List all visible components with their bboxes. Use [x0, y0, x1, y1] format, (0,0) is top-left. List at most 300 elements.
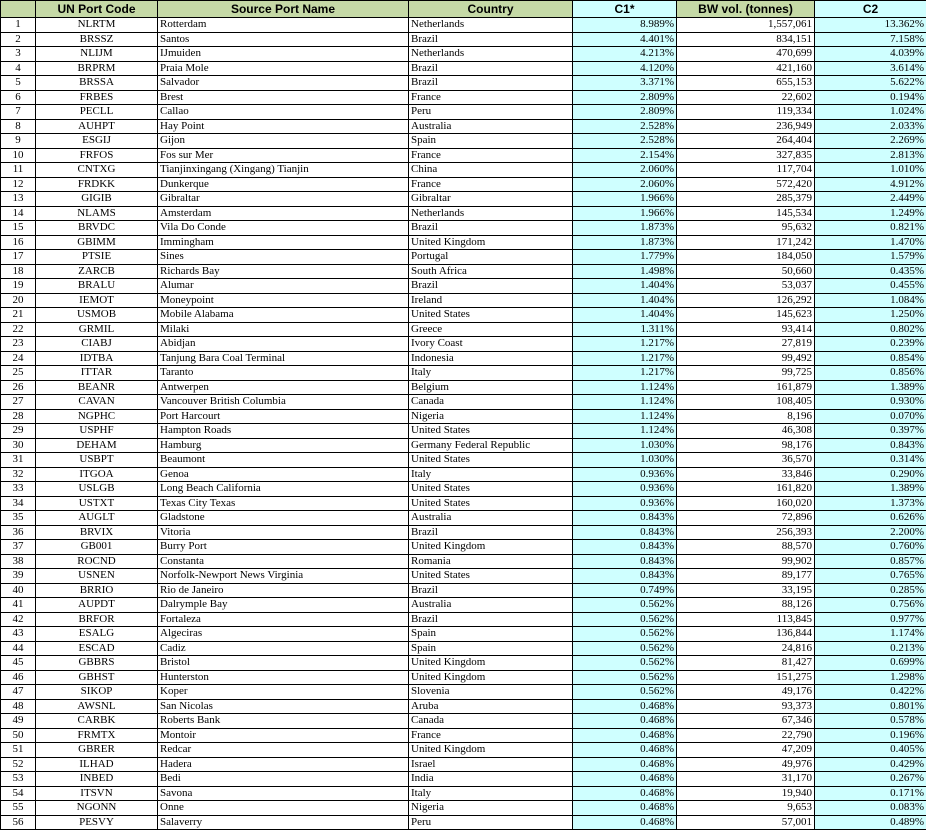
country-cell: Italy	[409, 786, 573, 801]
bw-volume-cell: 22,790	[677, 728, 815, 743]
un-port-code-cell: ZARCB	[36, 264, 158, 279]
un-port-code-cell: USPHF	[36, 424, 158, 439]
un-port-code-cell: GBHST	[36, 670, 158, 685]
table-row	[1, 206, 926, 221]
bw-volume-cell: 88,126	[677, 598, 815, 613]
bw-volume-cell: 57,001	[677, 815, 815, 830]
country-cell: France	[409, 728, 573, 743]
c2-cell: 1.174%	[815, 627, 926, 642]
c1-cell: 0.936%	[573, 496, 677, 511]
table-row	[1, 250, 926, 265]
bw-volume-cell: 36,570	[677, 453, 815, 468]
c1-cell: 1.873%	[573, 235, 677, 250]
country-cell: United States	[409, 482, 573, 497]
rank-cell: 54	[1, 786, 36, 801]
country-cell: Brazil	[409, 612, 573, 627]
table-row	[1, 641, 926, 656]
country-cell: Romania	[409, 554, 573, 569]
c1-cell: 0.468%	[573, 743, 677, 758]
rank-cell: 43	[1, 627, 36, 642]
c1-cell: 0.843%	[573, 525, 677, 540]
c1-cell: 1.404%	[573, 293, 677, 308]
table-row	[1, 18, 926, 33]
un-port-code-cell: ESCAD	[36, 641, 158, 656]
un-port-code-cell: BRSSZ	[36, 32, 158, 47]
bw-volume-cell: 67,346	[677, 714, 815, 729]
un-port-code-cell: SIKOP	[36, 685, 158, 700]
source-port-name-cell: Abidjan	[158, 337, 409, 352]
source-port-name-cell: Alumar	[158, 279, 409, 294]
rank-cell: 20	[1, 293, 36, 308]
rank-cell: 47	[1, 685, 36, 700]
un-port-code-cell: CAVAN	[36, 395, 158, 410]
c1-cell: 1.124%	[573, 409, 677, 424]
rank-cell: 19	[1, 279, 36, 294]
source-port-name-cell: Rotterdam	[158, 18, 409, 33]
table-row	[1, 293, 926, 308]
un-port-code-cell: CARBK	[36, 714, 158, 729]
rank-cell: 16	[1, 235, 36, 250]
table-row	[1, 163, 926, 178]
table-row	[1, 119, 926, 134]
bw-volume-cell: 113,845	[677, 612, 815, 627]
source-port-name-cell: Dalrymple Bay	[158, 598, 409, 613]
un-port-code-cell: BEANR	[36, 380, 158, 395]
country-cell: Canada	[409, 714, 573, 729]
bw-volume-cell: 24,816	[677, 641, 815, 656]
c1-cell: 4.120%	[573, 61, 677, 76]
source-port-name-cell: Cadiz	[158, 641, 409, 656]
bw-volume-cell: 151,275	[677, 670, 815, 685]
bw-volume-cell: 126,292	[677, 293, 815, 308]
c2-cell: 4.912%	[815, 177, 926, 192]
table-row	[1, 134, 926, 149]
rank-cell: 51	[1, 743, 36, 758]
rank-cell: 22	[1, 322, 36, 337]
un-port-code-cell: USNEN	[36, 569, 158, 584]
c2-cell: 1.084%	[815, 293, 926, 308]
c2-cell: 0.070%	[815, 409, 926, 424]
country-cell: Gibraltar	[409, 192, 573, 207]
rank-cell: 34	[1, 496, 36, 511]
country-cell: Canada	[409, 395, 573, 410]
table-row	[1, 511, 926, 526]
c2-cell: 0.857%	[815, 554, 926, 569]
table-row	[1, 569, 926, 584]
table-row	[1, 192, 926, 207]
c1-cell: 2.060%	[573, 177, 677, 192]
country-cell: China	[409, 163, 573, 178]
header-c1: C1*	[573, 1, 677, 18]
un-port-code-cell: GBIMM	[36, 235, 158, 250]
c2-cell: 0.930%	[815, 395, 926, 410]
bw-volume-cell: 50,660	[677, 264, 815, 279]
table-row	[1, 105, 926, 120]
c1-cell: 3.371%	[573, 76, 677, 91]
c2-cell: 0.977%	[815, 612, 926, 627]
table-row	[1, 380, 926, 395]
c2-cell: 0.699%	[815, 656, 926, 671]
table-row	[1, 583, 926, 598]
country-cell: United States	[409, 308, 573, 323]
source-port-name-cell: Immingham	[158, 235, 409, 250]
country-cell: Peru	[409, 105, 573, 120]
un-port-code-cell: BRVIX	[36, 525, 158, 540]
c1-cell: 0.468%	[573, 786, 677, 801]
country-cell: Israel	[409, 757, 573, 772]
country-cell: Brazil	[409, 525, 573, 540]
bw-volume-cell: 99,492	[677, 351, 815, 366]
table-row	[1, 670, 926, 685]
rank-cell: 26	[1, 380, 36, 395]
rank-cell: 24	[1, 351, 36, 366]
un-port-code-cell: ITTAR	[36, 366, 158, 381]
c1-cell: 1.217%	[573, 351, 677, 366]
source-port-name-cell: Norfolk-Newport News Virginia	[158, 569, 409, 584]
header-un-port-code: UN Port Code	[36, 1, 158, 18]
rank-cell: 7	[1, 105, 36, 120]
source-port-name-cell: Tanjung Bara Coal Terminal	[158, 351, 409, 366]
source-port-name-cell: Taranto	[158, 366, 409, 381]
rank-cell: 52	[1, 757, 36, 772]
bw-volume-cell: 99,725	[677, 366, 815, 381]
country-cell: United Kingdom	[409, 540, 573, 555]
c1-cell: 1.404%	[573, 308, 677, 323]
country-cell: France	[409, 90, 573, 105]
source-port-name-cell: Savona	[158, 786, 409, 801]
c1-cell: 1.030%	[573, 438, 677, 453]
c1-cell: 2.809%	[573, 105, 677, 120]
rank-cell: 2	[1, 32, 36, 47]
country-cell: Netherlands	[409, 18, 573, 33]
country-cell: Indonesia	[409, 351, 573, 366]
country-cell: Brazil	[409, 221, 573, 236]
bw-volume-cell: 47,209	[677, 743, 815, 758]
bw-volume-cell: 31,170	[677, 772, 815, 787]
country-cell: India	[409, 772, 573, 787]
bw-volume-cell: 136,844	[677, 627, 815, 642]
bw-volume-cell: 834,151	[677, 32, 815, 47]
table-row	[1, 815, 926, 830]
country-cell: Ivory Coast	[409, 337, 573, 352]
c1-cell: 0.936%	[573, 467, 677, 482]
bw-volume-cell: 256,393	[677, 525, 815, 540]
table-row	[1, 714, 926, 729]
rank-cell: 13	[1, 192, 36, 207]
rank-cell: 6	[1, 90, 36, 105]
rank-cell: 31	[1, 453, 36, 468]
c2-cell: 0.489%	[815, 815, 926, 830]
bw-volume-cell: 1,557,061	[677, 18, 815, 33]
rank-cell: 48	[1, 699, 36, 714]
rank-cell: 27	[1, 395, 36, 410]
c2-cell: 2.813%	[815, 148, 926, 163]
table-row	[1, 453, 926, 468]
country-cell: Brazil	[409, 76, 573, 91]
source-port-name-cell: Montoir	[158, 728, 409, 743]
source-port-name-cell: Sines	[158, 250, 409, 265]
bw-volume-cell: 117,704	[677, 163, 815, 178]
c2-cell: 1.579%	[815, 250, 926, 265]
rank-cell: 50	[1, 728, 36, 743]
table-row	[1, 496, 926, 511]
country-cell: United States	[409, 424, 573, 439]
source-port-name-cell: Milaki	[158, 322, 409, 337]
c1-cell: 2.154%	[573, 148, 677, 163]
c2-cell: 0.802%	[815, 322, 926, 337]
bw-volume-cell: 236,949	[677, 119, 815, 134]
table-row	[1, 308, 926, 323]
table-row	[1, 598, 926, 613]
rank-cell: 18	[1, 264, 36, 279]
un-port-code-cell: BRPRM	[36, 61, 158, 76]
country-cell: Belgium	[409, 380, 573, 395]
c2-cell: 0.578%	[815, 714, 926, 729]
bw-volume-cell: 33,195	[677, 583, 815, 598]
bw-volume-cell: 327,835	[677, 148, 815, 163]
country-cell: Netherlands	[409, 47, 573, 62]
un-port-code-cell: USMOB	[36, 308, 158, 323]
un-port-code-cell: GBRER	[36, 743, 158, 758]
bw-volume-cell: 98,176	[677, 438, 815, 453]
un-port-code-cell: BRFOR	[36, 612, 158, 627]
table-row	[1, 279, 926, 294]
c2-cell: 0.239%	[815, 337, 926, 352]
c2-cell: 0.435%	[815, 264, 926, 279]
table-row	[1, 540, 926, 555]
rank-cell: 38	[1, 554, 36, 569]
source-port-name-cell: Santos	[158, 32, 409, 47]
un-port-code-cell: NLIJM	[36, 47, 158, 62]
source-port-name-cell: Hunterston	[158, 670, 409, 685]
rank-cell: 15	[1, 221, 36, 236]
country-cell: Slovenia	[409, 685, 573, 700]
table-row	[1, 322, 926, 337]
table-row	[1, 757, 926, 772]
un-port-code-cell: GRMIL	[36, 322, 158, 337]
source-port-name-cell: Redcar	[158, 743, 409, 758]
c1-cell: 1.217%	[573, 337, 677, 352]
un-port-code-cell: ROCND	[36, 554, 158, 569]
table-row	[1, 627, 926, 642]
country-cell: Brazil	[409, 61, 573, 76]
source-port-name-cell: Praia Mole	[158, 61, 409, 76]
source-port-name-cell: Mobile Alabama	[158, 308, 409, 323]
table-row	[1, 554, 926, 569]
country-cell: Australia	[409, 598, 573, 613]
bw-volume-cell: 108,405	[677, 395, 815, 410]
rank-cell: 4	[1, 61, 36, 76]
c1-cell: 1.030%	[573, 453, 677, 468]
table-row	[1, 337, 926, 352]
country-cell: Brazil	[409, 279, 573, 294]
source-port-name-cell: Moneypoint	[158, 293, 409, 308]
country-cell: Spain	[409, 641, 573, 656]
source-port-name-cell: Salvador	[158, 76, 409, 91]
rank-cell: 17	[1, 250, 36, 265]
c2-cell: 0.397%	[815, 424, 926, 439]
country-cell: Italy	[409, 467, 573, 482]
un-port-code-cell: AUHPT	[36, 119, 158, 134]
country-cell: Brazil	[409, 32, 573, 47]
country-cell: Peru	[409, 815, 573, 830]
c2-cell: 0.856%	[815, 366, 926, 381]
c2-cell: 4.039%	[815, 47, 926, 62]
rank-cell: 36	[1, 525, 36, 540]
un-port-code-cell: IDTBA	[36, 351, 158, 366]
un-port-code-cell: INBED	[36, 772, 158, 787]
rank-cell: 41	[1, 598, 36, 613]
un-port-code-cell: NGPHC	[36, 409, 158, 424]
c2-cell: 0.285%	[815, 583, 926, 598]
table-row	[1, 525, 926, 540]
rank-cell: 25	[1, 366, 36, 381]
c1-cell: 4.401%	[573, 32, 677, 47]
c2-cell: 0.405%	[815, 743, 926, 758]
header-source-port-name: Source Port Name	[158, 1, 409, 18]
c1-cell: 1.124%	[573, 380, 677, 395]
c2-cell: 0.854%	[815, 351, 926, 366]
c1-cell: 0.562%	[573, 641, 677, 656]
c1-cell: 1.311%	[573, 322, 677, 337]
un-port-code-cell: ILHAD	[36, 757, 158, 772]
c1-cell: 1.966%	[573, 192, 677, 207]
country-cell: United Kingdom	[409, 656, 573, 671]
bw-volume-cell: 145,623	[677, 308, 815, 323]
source-port-name-cell: Burry Port	[158, 540, 409, 555]
un-port-code-cell: DEHAM	[36, 438, 158, 453]
table-row	[1, 264, 926, 279]
un-port-code-cell: NGONN	[36, 801, 158, 816]
country-cell: Greece	[409, 322, 573, 337]
source-port-name-cell: Texas City Texas	[158, 496, 409, 511]
rank-cell: 30	[1, 438, 36, 453]
source-port-name-cell: Fortaleza	[158, 612, 409, 627]
rank-cell: 11	[1, 163, 36, 178]
un-port-code-cell: ITSVN	[36, 786, 158, 801]
source-port-name-cell: IJmuiden	[158, 47, 409, 62]
c2-cell: 0.429%	[815, 757, 926, 772]
bw-volume-cell: 285,379	[677, 192, 815, 207]
source-port-name-cell: Amsterdam	[158, 206, 409, 221]
c1-cell: 1.873%	[573, 221, 677, 236]
rank-cell: 44	[1, 641, 36, 656]
c1-cell: 0.468%	[573, 728, 677, 743]
bw-volume-cell: 470,699	[677, 47, 815, 62]
un-port-code-cell: CIABJ	[36, 337, 158, 352]
rank-cell: 12	[1, 177, 36, 192]
c2-cell: 0.760%	[815, 540, 926, 555]
table-row	[1, 656, 926, 671]
bw-volume-cell: 572,420	[677, 177, 815, 192]
bw-volume-cell: 145,534	[677, 206, 815, 221]
c2-cell: 2.200%	[815, 525, 926, 540]
country-cell: Nigeria	[409, 801, 573, 816]
rank-cell: 35	[1, 511, 36, 526]
c2-cell: 5.622%	[815, 76, 926, 91]
un-port-code-cell: BRVDC	[36, 221, 158, 236]
country-cell: Spain	[409, 134, 573, 149]
rank-cell: 10	[1, 148, 36, 163]
table-row	[1, 148, 926, 163]
country-cell: United Kingdom	[409, 670, 573, 685]
source-port-name-cell: Genoa	[158, 467, 409, 482]
rank-cell: 40	[1, 583, 36, 598]
bw-volume-cell: 95,632	[677, 221, 815, 236]
c1-cell: 0.562%	[573, 670, 677, 685]
country-cell: Spain	[409, 627, 573, 642]
bw-volume-cell: 421,160	[677, 61, 815, 76]
rank-cell: 33	[1, 482, 36, 497]
source-port-name-cell: Vitoria	[158, 525, 409, 540]
source-port-name-cell: Beaumont	[158, 453, 409, 468]
c2-cell: 7.158%	[815, 32, 926, 47]
c1-cell: 2.809%	[573, 90, 677, 105]
table-row	[1, 61, 926, 76]
rank-cell: 46	[1, 670, 36, 685]
country-cell: United Kingdom	[409, 743, 573, 758]
c2-cell: 1.010%	[815, 163, 926, 178]
un-port-code-cell: NLRTM	[36, 18, 158, 33]
un-port-code-cell: FRFOS	[36, 148, 158, 163]
bw-volume-cell: 8,196	[677, 409, 815, 424]
bw-volume-cell: 88,570	[677, 540, 815, 555]
c1-cell: 0.843%	[573, 511, 677, 526]
c2-cell: 1.470%	[815, 235, 926, 250]
rank-cell: 55	[1, 801, 36, 816]
c1-cell: 0.562%	[573, 612, 677, 627]
bw-volume-cell: 161,879	[677, 380, 815, 395]
bw-volume-cell: 19,940	[677, 786, 815, 801]
un-port-code-cell: CNTXG	[36, 163, 158, 178]
table-row	[1, 424, 926, 439]
table-row	[1, 395, 926, 410]
table-row	[1, 699, 926, 714]
rank-cell: 39	[1, 569, 36, 584]
c2-cell: 2.269%	[815, 134, 926, 149]
c2-cell: 0.083%	[815, 801, 926, 816]
source-port-name-cell: Callao	[158, 105, 409, 120]
c2-cell: 0.196%	[815, 728, 926, 743]
c1-cell: 1.498%	[573, 264, 677, 279]
c2-cell: 0.194%	[815, 90, 926, 105]
rank-cell: 42	[1, 612, 36, 627]
un-port-code-cell: GIGIB	[36, 192, 158, 207]
c1-cell: 0.468%	[573, 714, 677, 729]
bw-volume-cell: 46,308	[677, 424, 815, 439]
source-port-name-cell: Bedi	[158, 772, 409, 787]
c1-cell: 1.966%	[573, 206, 677, 221]
table-row	[1, 221, 926, 236]
c2-cell: 0.843%	[815, 438, 926, 453]
bw-volume-cell: 33,846	[677, 467, 815, 482]
un-port-code-cell: PECLL	[36, 105, 158, 120]
c1-cell: 1.779%	[573, 250, 677, 265]
source-port-name-cell: Vancouver British Columbia	[158, 395, 409, 410]
c1-cell: 2.528%	[573, 134, 677, 149]
table-row	[1, 235, 926, 250]
c2-cell: 13.362%	[815, 18, 926, 33]
c2-cell: 0.267%	[815, 772, 926, 787]
un-port-code-cell: AUPDT	[36, 598, 158, 613]
table-row	[1, 438, 926, 453]
source-port-name-cell: Hampton Roads	[158, 424, 409, 439]
bw-volume-cell: 655,153	[677, 76, 815, 91]
country-cell: Germany Federal Republic	[409, 438, 573, 453]
c2-cell: 1.389%	[815, 482, 926, 497]
un-port-code-cell: FRMTX	[36, 728, 158, 743]
un-port-code-cell: ITGOA	[36, 467, 158, 482]
